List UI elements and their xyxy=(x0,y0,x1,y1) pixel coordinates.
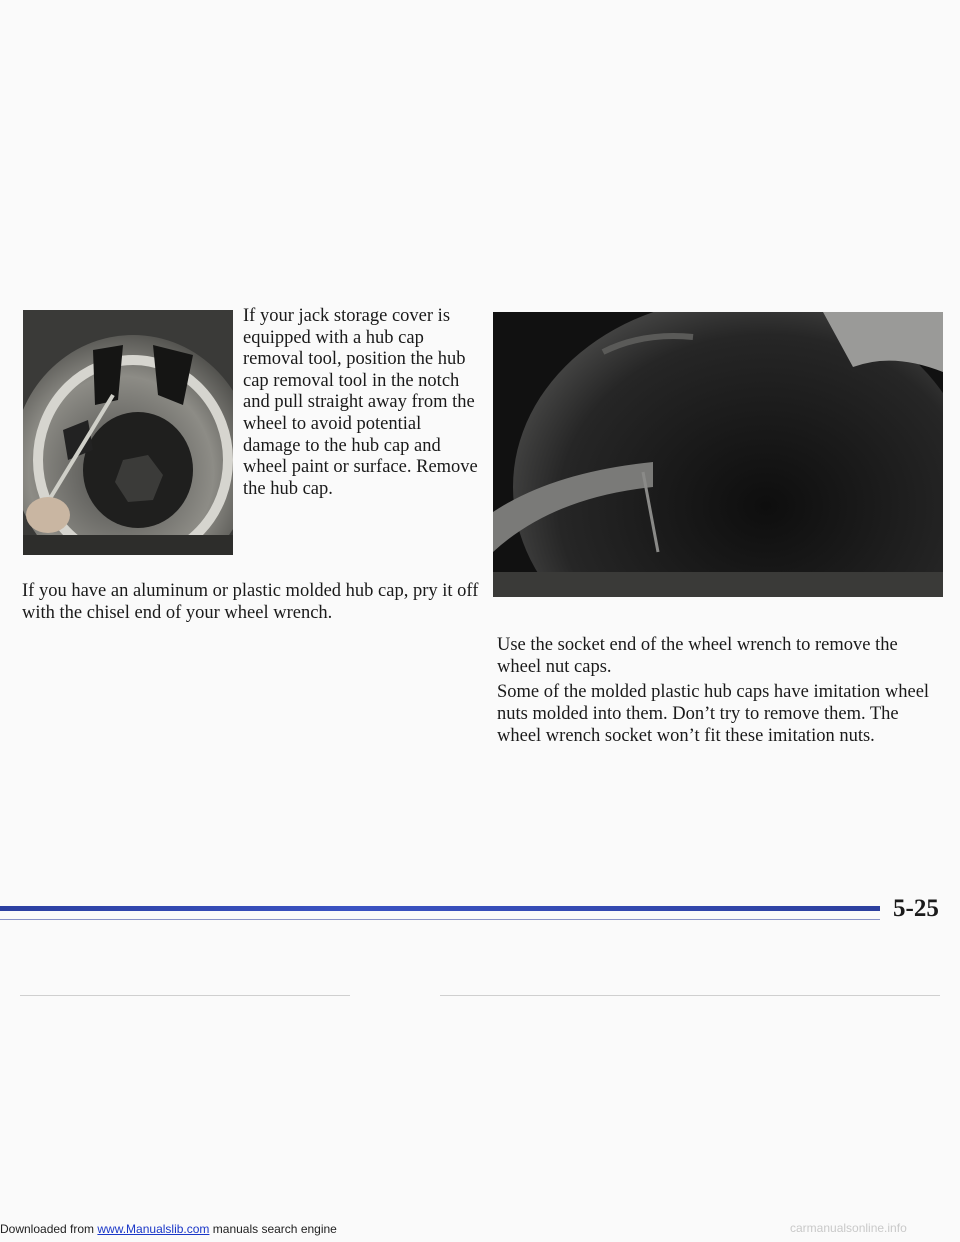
footer-prefix: Downloaded from xyxy=(0,1222,98,1236)
manualslib-link[interactable]: www.Manualslib.com xyxy=(97,1222,210,1236)
footer-suffix: manuals search engine xyxy=(209,1222,337,1236)
download-footer xyxy=(0,1222,337,1236)
hub-cap-removal-photo xyxy=(23,310,233,555)
watermark: carmanualsonline.info xyxy=(790,1221,907,1235)
page-divider-thick xyxy=(0,906,880,911)
socket-end-paragraph: Use the socket end of the wheel wrench to remove the wheel nut caps. xyxy=(497,635,898,677)
imitation-nuts-paragraph: Some of the molded plastic hub caps have imitation wheel nuts molded into them. Don’t try to remove them. The wheel wrench socket won’t fit these imitation nuts. xyxy=(497,682,930,746)
aluminum-hub-cap-paragraph: If you have an aluminum or plastic molded hub cap, pry it off with the chisel end of your wheel wrench. xyxy=(22,581,479,623)
faint-scan-line xyxy=(20,995,350,996)
faint-scan-line xyxy=(440,995,940,996)
hub-cap-tool-caption: If your jack storage cover is equipped with a hub cap removal tool, position the hub cap removal tool in the notch and pull straight away from the wheel to avoid potential damage to the hub cap and wheel paint or surface. Remove the hub cap. xyxy=(243,306,478,499)
page-divider-thin xyxy=(0,919,880,920)
wheel-nut-cap-photo xyxy=(493,312,943,597)
page-number: 5-25 xyxy=(893,895,939,922)
